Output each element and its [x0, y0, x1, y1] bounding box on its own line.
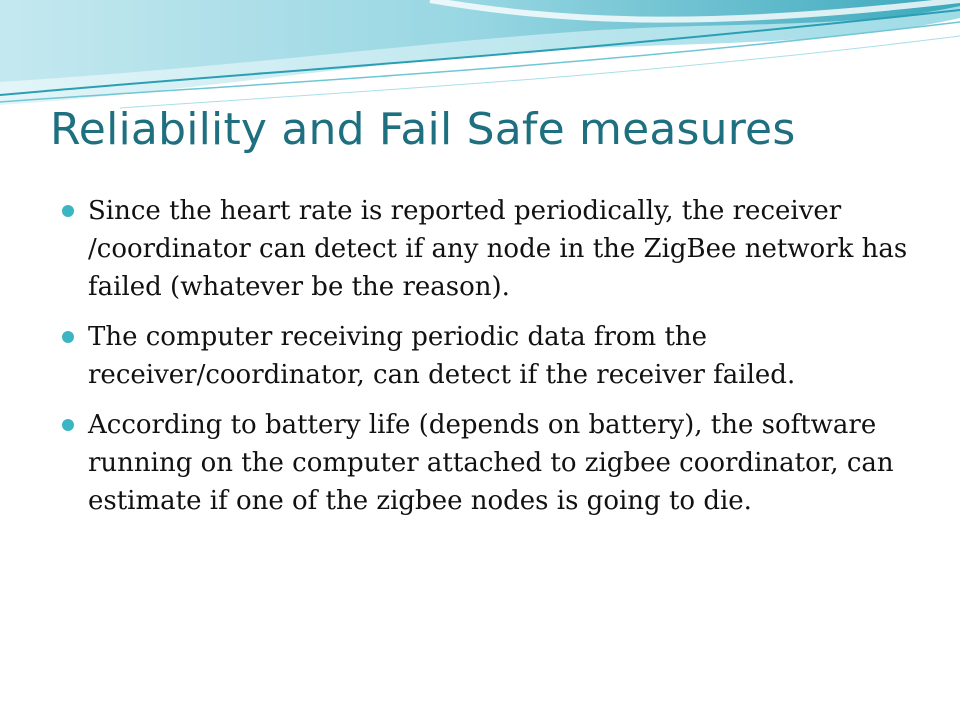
bullet-dot-icon [62, 331, 74, 343]
decorative-wave-header [0, 0, 960, 120]
bullet-item-1 [60, 192, 910, 306]
bullet-text-2: The computer receiving periodic data from the receiver/coordinator, can detect if the receiver failed. [88, 322, 796, 390]
bullet-text-1: Since the heart rate is reported periodically, the receiver /coordinator can detect if any node in the ZigBee network has failed (whatever be the reason). [88, 196, 908, 302]
bullet-dot-icon [62, 419, 74, 431]
bullet-item-2 [60, 318, 910, 394]
bullet-dot-icon [62, 205, 74, 217]
bullet-list [60, 192, 910, 532]
bullet-item-3 [60, 406, 910, 520]
bullet-text-3: According to battery life (depends on battery), the software running on the computer attached to zigbee coordinator, can estimate if one of the zigbee nodes is going to die. [88, 410, 894, 516]
slide-title: Reliability and Fail Safe measures [50, 104, 796, 155]
